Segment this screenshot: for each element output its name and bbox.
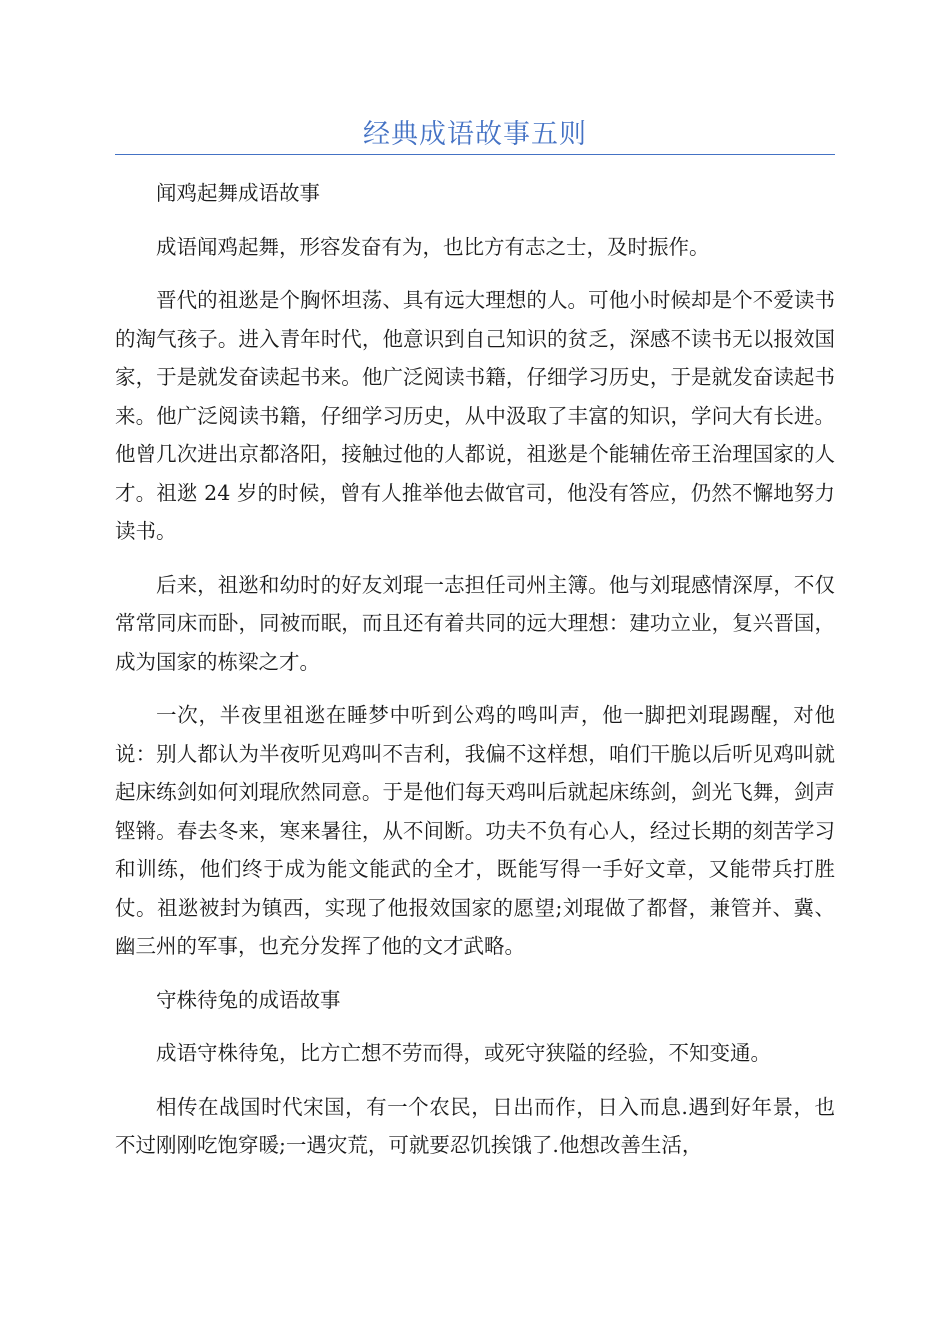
- paragraph: 一次，半夜里祖逖在睡梦中听到公鸡的鸣叫声，他一脚把刘琨踢醒，对他说：别人都认为半夜听见鸡叫不吉利，我偏不这样想，咱们干脆以后听见鸡叫就起床练剑如何刘琨欣然同意。于是他们每天鸡叫后就起床练剑，剑光飞舞，剑声铿锵。春去冬来，寒来暑往，从不间断。功夫不负有心人，经过长期的刻苦学习和训练，他们终于成为能文能武的全才，既能写得一手好文章，又能带兵打胜仗。祖逖被封为镇西，实现了他报效国家的愿望;刘琨做了都督，兼管并、冀、幽三州的军事，也充分发挥了他的文才武略。: [115, 703, 835, 958]
- paragraph: 成语守株待兔，比方亡想不劳而得，或死守狭隘的经验，不知变通。: [156, 1041, 771, 1065]
- title-underline: [115, 154, 835, 155]
- section-heading-2: 守株待兔的成语故事: [156, 987, 341, 1012]
- paragraph: 后来，祖逖和幼时的好友刘琨一志担任司州主簿。他与刘琨感情深厚，不仅常常同床而卧，同被而眠，而且还有着共同的远大理想：建功立业，复兴晋国，成为国家的栋梁之才。: [115, 572, 835, 674]
- document-title: 经典成语故事五则: [363, 119, 587, 150]
- paragraph: 相传在战国时代宋国，有一个农民，日出而作，日入而息.遇到好年景，也不过刚刚吃饱穿暖;一遇灾荒，可就要忍饥挨饿了.他想改善生活，: [115, 1094, 835, 1157]
- paragraph: 成语闻鸡起舞，形容发奋有为，也比方有志之士，及时振作。: [156, 234, 710, 259]
- document-body: [115, 174, 835, 1180]
- paragraph: 晋代的祖逖是个胸怀坦荡、具有远大理想的人。可他小时候却是个不爱读书的淘气孩子。进入青年时代，他意识到自己知识的贫乏，深感不读书无以报效国家，于是就发奋读起书来。他广泛阅读书籍，仔细学习历史，于是就发奋读起书来。他广泛阅读书籍，仔细学习历史，从中汲取了丰富的知识，学问大有长进。他曾几次进出京都洛阳，接触过他的人都说，祖逖是个能辅佐帝王治理国家的人才。祖逖 24 岁的时候，曾有人推举他去做官司，他没有答应，仍然不懈地努力读书。: [115, 288, 835, 543]
- section-heading-1: 闻鸡起舞成语故事: [156, 181, 320, 205]
